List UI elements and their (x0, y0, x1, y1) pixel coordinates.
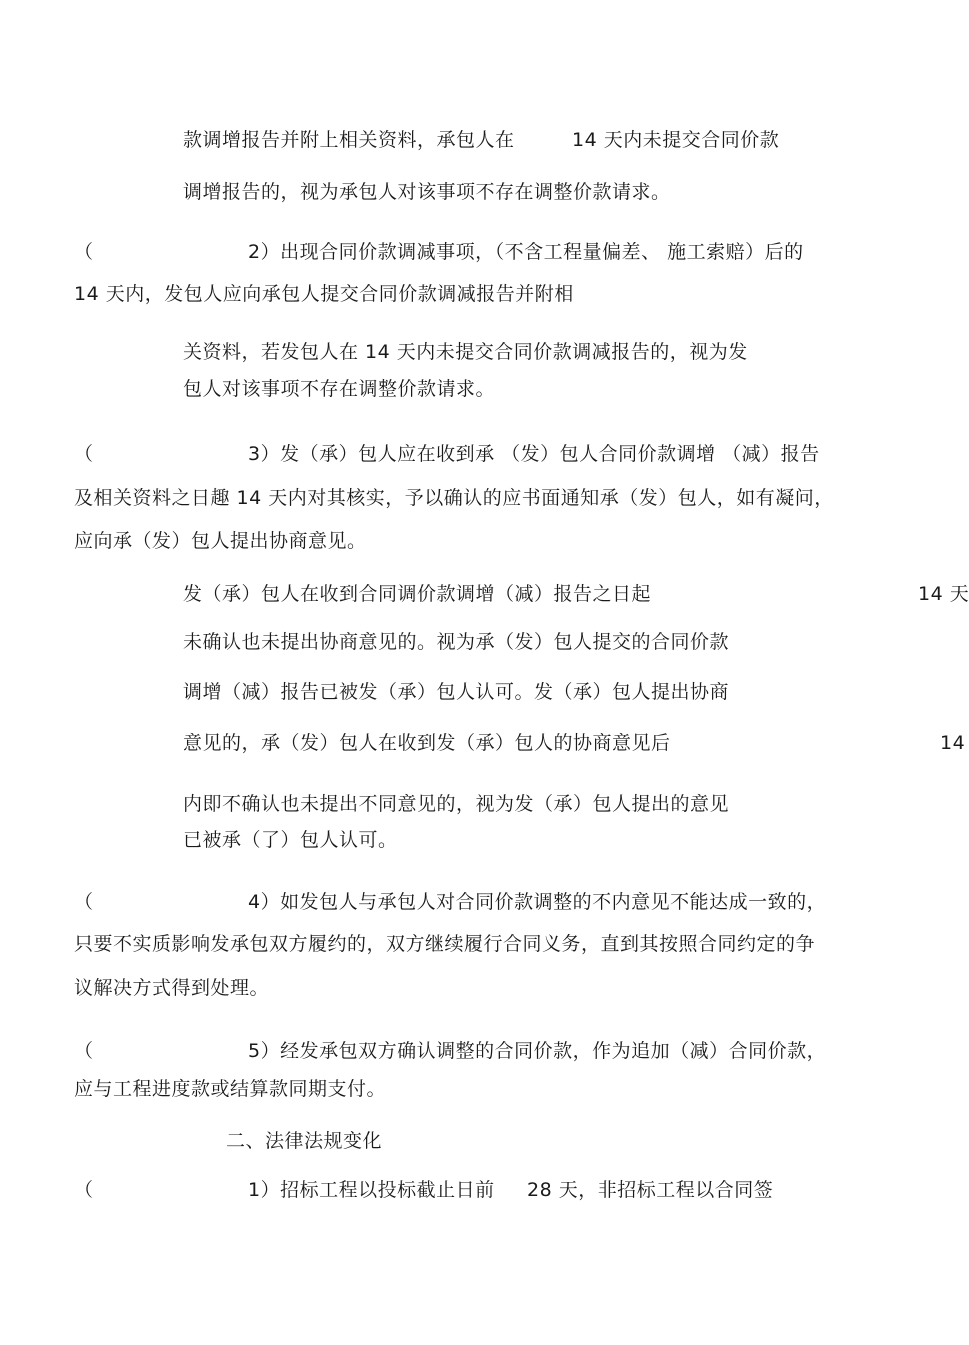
text-line: 已被承（了）包人认可。 (183, 829, 398, 851)
text-line: 5）经发承包双方确认调整的合同价款，作为追加（减）合同价款， (248, 1040, 827, 1062)
text-line: 议解决方式得到处理。 (74, 977, 270, 999)
text-line: 1）招标工程以投标截止日前 (248, 1179, 495, 1201)
text-line: 未确认也未提出协商意见的。视为承（发）包人提交的合同价款 (183, 631, 730, 653)
paren-marker: （ (74, 1040, 94, 1062)
text-line: 14 (940, 732, 966, 754)
text-line: 发（承）包人在收到合同调价款调增（减）报告之日起 (183, 583, 652, 605)
text-line: 2）出现合同价款调减事项，（不含工程量偏差、 施工索赔）后的 (248, 241, 804, 263)
text-line: 应向承（发）包人提出协商意见。 (74, 530, 367, 552)
text-line: 关资料，若发包人在 14 天内未提交合同价款调减报告的，视为发 (183, 341, 748, 363)
text-line: 调增（减）报告已被发（承）包人认可。发（承）包人提出协商 (183, 681, 730, 703)
section-heading: 二、法律法规变化 (226, 1130, 383, 1152)
text-line: 28 天，非招标工程以合同签 (527, 1179, 774, 1201)
paren-marker: （ (74, 1179, 94, 1201)
paren-marker: （ (74, 443, 94, 465)
text-line: 内即不确认也未提出不同意见的，视为发（承）包人提出的意见 (183, 793, 730, 815)
text-line: 及相关资料之日趣 14 天内对其核实，予以确认的应书面通知承（发）包人，如有凝问， (74, 487, 834, 509)
text-line: 14 天内未提交合同价款 (572, 129, 780, 151)
text-line: 4）如发包人与承包人对合同价款调整的不内意见不能达成一致的， (248, 891, 827, 913)
text-line: 意见的，承（发）包人在收到发（承）包人的协商意见后 (183, 732, 671, 754)
paren-marker: （ (74, 891, 94, 913)
text-line: 只要不实质影响发承包双方履约的，双方继续履行合同义务，直到其按照合同约定的争 (74, 933, 816, 955)
text-line: 3）发（承）包人应在收到承 （发）包人合同价款调增 （减）报告 (248, 443, 820, 465)
text-line: 款调增报告并附上相关资料，承包人在 (183, 129, 515, 151)
text-line: 调增报告的，视为承包人对该事项不存在调整价款请求。 (183, 181, 671, 203)
paren-marker: （ (74, 241, 94, 263)
text-line: 应与工程进度款或结算款同期支付。 (74, 1078, 387, 1100)
text-line: 14 天 (918, 583, 969, 605)
text-line: 14 天内，发包人应向承包人提交合同价款调减报告并附相 (74, 283, 574, 305)
text-line: 包人对该事项不存在调整价款请求。 (183, 378, 496, 400)
